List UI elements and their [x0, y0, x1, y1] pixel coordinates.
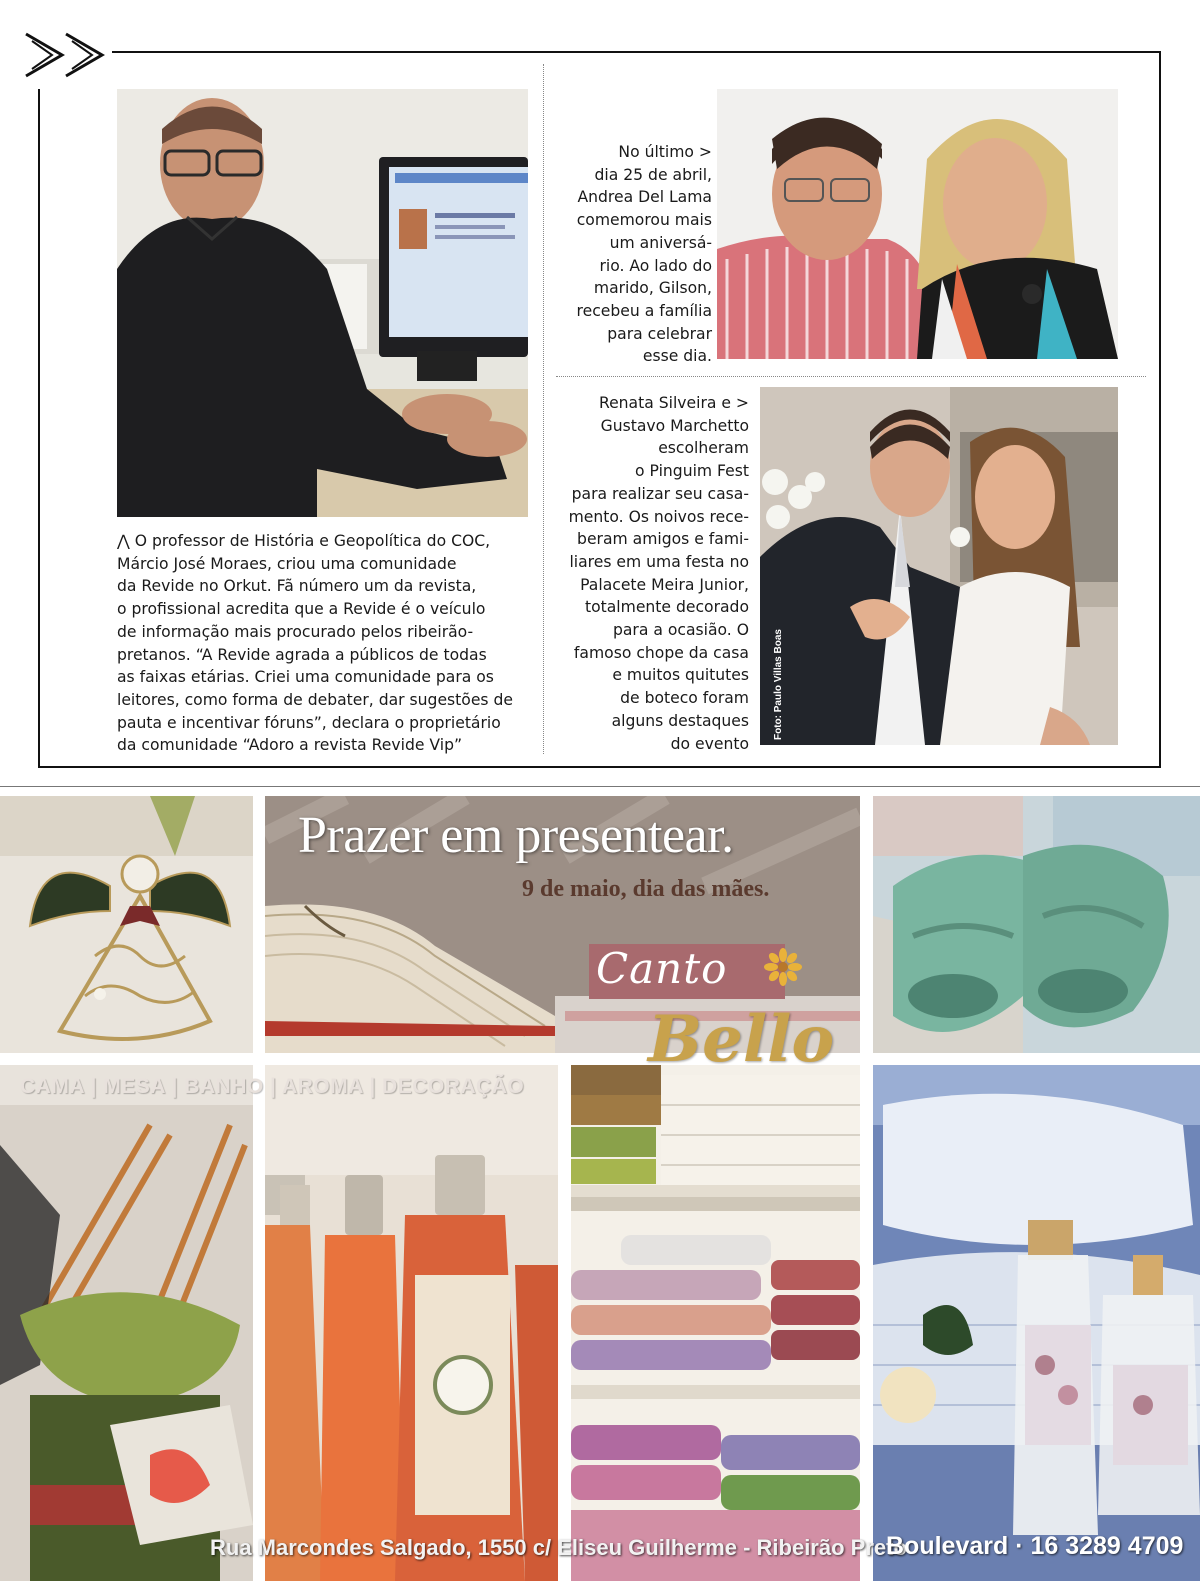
- caption-line: Renata Silveira e >: [598, 394, 749, 412]
- towels-shelf-photo: [571, 1065, 860, 1581]
- caption-line: recebeu a família: [576, 301, 712, 320]
- caption-line: para a ocasião. O: [612, 621, 749, 640]
- frame-border-bottom: [38, 766, 1161, 768]
- section-rule: [0, 786, 1200, 787]
- caption-line: um aniversá-: [609, 233, 712, 252]
- brand-logo-bello: Bello: [648, 1002, 835, 1077]
- row-divider: [556, 376, 1146, 377]
- caption-line: o Pinguim Fest: [635, 462, 749, 481]
- ad-categories: CAMA | MESA | BANHO | AROMA | DECORAÇÃO: [20, 1075, 525, 1098]
- ad-headline: Prazer em presentear.: [298, 807, 734, 864]
- caption-line: para celebrar: [607, 324, 712, 343]
- caption-line: comemorou mais: [576, 211, 712, 230]
- caption-line: No último >: [618, 143, 712, 161]
- caption-line: ⋀ O professor de História e Geopolítica do COC,: [117, 532, 491, 550]
- column-divider: [543, 64, 544, 754]
- angel-ornament-photo: [0, 796, 253, 1053]
- perfume-bottles-photo: [265, 1065, 558, 1581]
- lotion-bottles-bed-photo: [873, 1065, 1200, 1581]
- caption-line: dia 25 de abril,: [594, 165, 712, 184]
- double-chevron-icon: [22, 30, 108, 80]
- caption-line: de boteco foram: [620, 689, 749, 708]
- ad-address: Rua Marcondes Salgado, 1550 c/ Eliseu Guilherme - Ribeirão Preto: [210, 1535, 907, 1560]
- caption-line: leitores, como forma de debater, dar sugestões de: [117, 690, 513, 709]
- caption-line: famoso chope da casa: [573, 643, 749, 662]
- caption-line: Palacete Meira Junior,: [580, 575, 749, 594]
- caption-line: as faixas etárias. Criei uma comunidade para os: [117, 668, 494, 687]
- caption-line: mento. Os noivos rece-: [568, 507, 749, 526]
- reed-diffuser-photo: [0, 1065, 253, 1581]
- photo-credit: Foto: Paulo Villas Boas: [773, 629, 784, 740]
- caption-line: e muitos quitutes: [612, 666, 749, 685]
- caption-line: pretanos. “A Revide agrada a públicos de todas: [117, 645, 487, 664]
- caption-line: para realizar seu casa-: [571, 484, 749, 503]
- professor-caption: [117, 530, 537, 757]
- caption-line: o profissional acredita que a Revide é o veículo: [117, 600, 486, 619]
- wedding-caption: [555, 392, 749, 755]
- caption-line: do evento: [670, 734, 749, 753]
- professor-photo: [117, 89, 528, 517]
- caption-line: totalmente decorado: [584, 598, 749, 617]
- frame-border-right: [1159, 51, 1161, 768]
- caption-line: da comunidade “Adoro a revista Revide Vip”: [117, 736, 463, 755]
- caption-line: liares em uma festa no: [569, 552, 749, 571]
- caption-line: pauta e incentivar fóruns”, declara o proprietário: [117, 713, 501, 732]
- anniversary-caption: [555, 141, 712, 368]
- caption-line: rio. Ao lado do: [599, 256, 712, 275]
- caption-line: Gustavo Marchetto: [600, 416, 749, 435]
- ad-phone: Boulevard · 16 3289 4709: [886, 1532, 1184, 1560]
- ad-subheadline: 9 de maio, dia das mães.: [522, 876, 770, 902]
- caption-line: Andrea Del Lama: [577, 188, 712, 207]
- brand-logo-canto: Canto: [596, 944, 728, 993]
- caption-line: esse dia.: [642, 347, 712, 366]
- wedding-couple-photo: [760, 387, 1118, 745]
- caption-line: Márcio José Moraes, criou uma comunidade: [117, 554, 457, 573]
- caption-line: de informação mais procurado pelos ribeirão-: [117, 622, 474, 641]
- caption-line: alguns destaques: [611, 711, 749, 730]
- flower-icon: [764, 948, 802, 986]
- frame-border-left: [38, 89, 40, 768]
- caption-line: escolheram: [658, 439, 749, 458]
- frame-border-top: [112, 51, 1161, 53]
- couple-anniversary-photo: [717, 89, 1118, 359]
- slippers-photo: [873, 796, 1200, 1053]
- caption-line: da Revide no Orkut. Fã número um da revista,: [117, 577, 477, 596]
- caption-line: marido, Gilson,: [593, 279, 712, 298]
- caption-line: beram amigos e fami-: [577, 530, 749, 549]
